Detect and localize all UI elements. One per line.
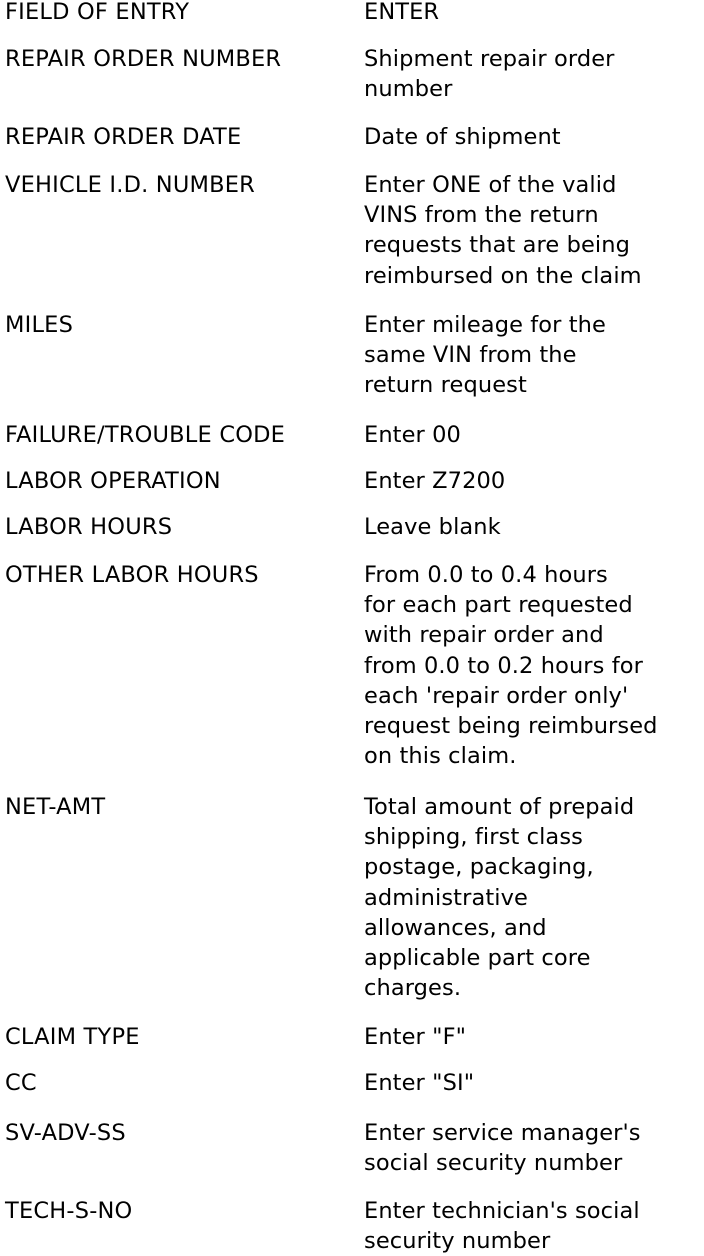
instruction-line: Date of shipment bbox=[364, 124, 561, 150]
enter-instruction bbox=[364, 512, 700, 542]
instruction-line: applicable part core bbox=[364, 945, 591, 972]
enter-instruction bbox=[364, 1068, 700, 1098]
field-name: TECH-S-NO bbox=[5, 1198, 133, 1224]
enter-instruction bbox=[364, 420, 700, 450]
enter-header: ENTER bbox=[364, 0, 440, 25]
field-name: OTHER LABOR HOURS bbox=[5, 562, 259, 588]
field-name: NET-AMT bbox=[5, 794, 106, 820]
instruction-line: Leave blank bbox=[364, 514, 501, 540]
field-name: MILES bbox=[5, 312, 74, 338]
enter-instruction bbox=[364, 792, 700, 1003]
enter-instruction bbox=[364, 1118, 700, 1178]
field-name: LABOR HOURS bbox=[5, 514, 173, 540]
instruction-line: Enter technician's social bbox=[364, 1198, 640, 1224]
field-name: CC bbox=[5, 1070, 37, 1096]
enter-instruction bbox=[364, 122, 700, 152]
instruction-line: same VIN from the bbox=[364, 342, 577, 369]
field-name: REPAIR ORDER DATE bbox=[5, 124, 242, 150]
instruction-line: shipping, first class bbox=[364, 824, 583, 851]
instruction-line: Enter service manager's bbox=[364, 1120, 641, 1146]
instruction-line: return request bbox=[364, 372, 527, 399]
instruction-line: Enter 00 bbox=[364, 422, 461, 448]
instruction-line: with repair order and bbox=[364, 622, 604, 649]
instruction-line: Enter ONE of the valid bbox=[364, 172, 617, 198]
instruction-line: on this claim. bbox=[364, 743, 517, 770]
field-name: CLAIM TYPE bbox=[5, 1024, 140, 1050]
enter-instruction bbox=[364, 310, 700, 401]
field-name: LABOR OPERATION bbox=[5, 468, 221, 494]
enter-instruction bbox=[364, 466, 700, 496]
instruction-line: Enter mileage for the bbox=[364, 312, 606, 338]
instruction-line: security number bbox=[364, 1228, 551, 1255]
instruction-line: administrative bbox=[364, 884, 528, 911]
instruction-line: allowances, and bbox=[364, 914, 547, 941]
instruction-line: VINS from the return bbox=[364, 202, 599, 229]
instruction-line: number bbox=[364, 76, 453, 103]
enter-instruction bbox=[364, 1196, 700, 1256]
instruction-line: each 'repair order only' bbox=[364, 682, 629, 709]
instruction-line: postage, packaging, bbox=[364, 854, 594, 881]
enter-instruction bbox=[364, 170, 700, 291]
enter-instruction bbox=[364, 560, 700, 771]
instruction-line: From 0.0 to 0.4 hours bbox=[364, 562, 608, 588]
instruction-line: for each part requested bbox=[364, 592, 633, 619]
field-name: SV-ADV-SS bbox=[5, 1120, 126, 1146]
instruction-line: Enter "SI" bbox=[364, 1070, 475, 1096]
field-name: FAILURE/TROUBLE CODE bbox=[5, 422, 286, 448]
instruction-line: from 0.0 to 0.2 hours for bbox=[364, 652, 643, 679]
instruction-line: reimbursed on the claim bbox=[364, 262, 642, 289]
enter-instruction bbox=[364, 1022, 700, 1052]
instruction-line: Shipment repair order bbox=[364, 46, 615, 72]
field-name: REPAIR ORDER NUMBER bbox=[5, 46, 282, 72]
instruction-line: request being reimbursed bbox=[364, 713, 658, 740]
field-name: VEHICLE I.D. NUMBER bbox=[5, 172, 255, 198]
instruction-line: charges. bbox=[364, 975, 462, 1002]
field-of-entry-header: FIELD OF ENTRY bbox=[5, 0, 190, 25]
instruction-line: Total amount of prepaid bbox=[364, 794, 635, 820]
instruction-line: Enter Z7200 bbox=[364, 468, 506, 494]
instruction-line: Enter "F" bbox=[364, 1024, 467, 1050]
enter-instruction bbox=[364, 44, 700, 104]
instruction-line: requests that are being bbox=[364, 232, 631, 259]
instruction-line: social security number bbox=[364, 1150, 623, 1177]
